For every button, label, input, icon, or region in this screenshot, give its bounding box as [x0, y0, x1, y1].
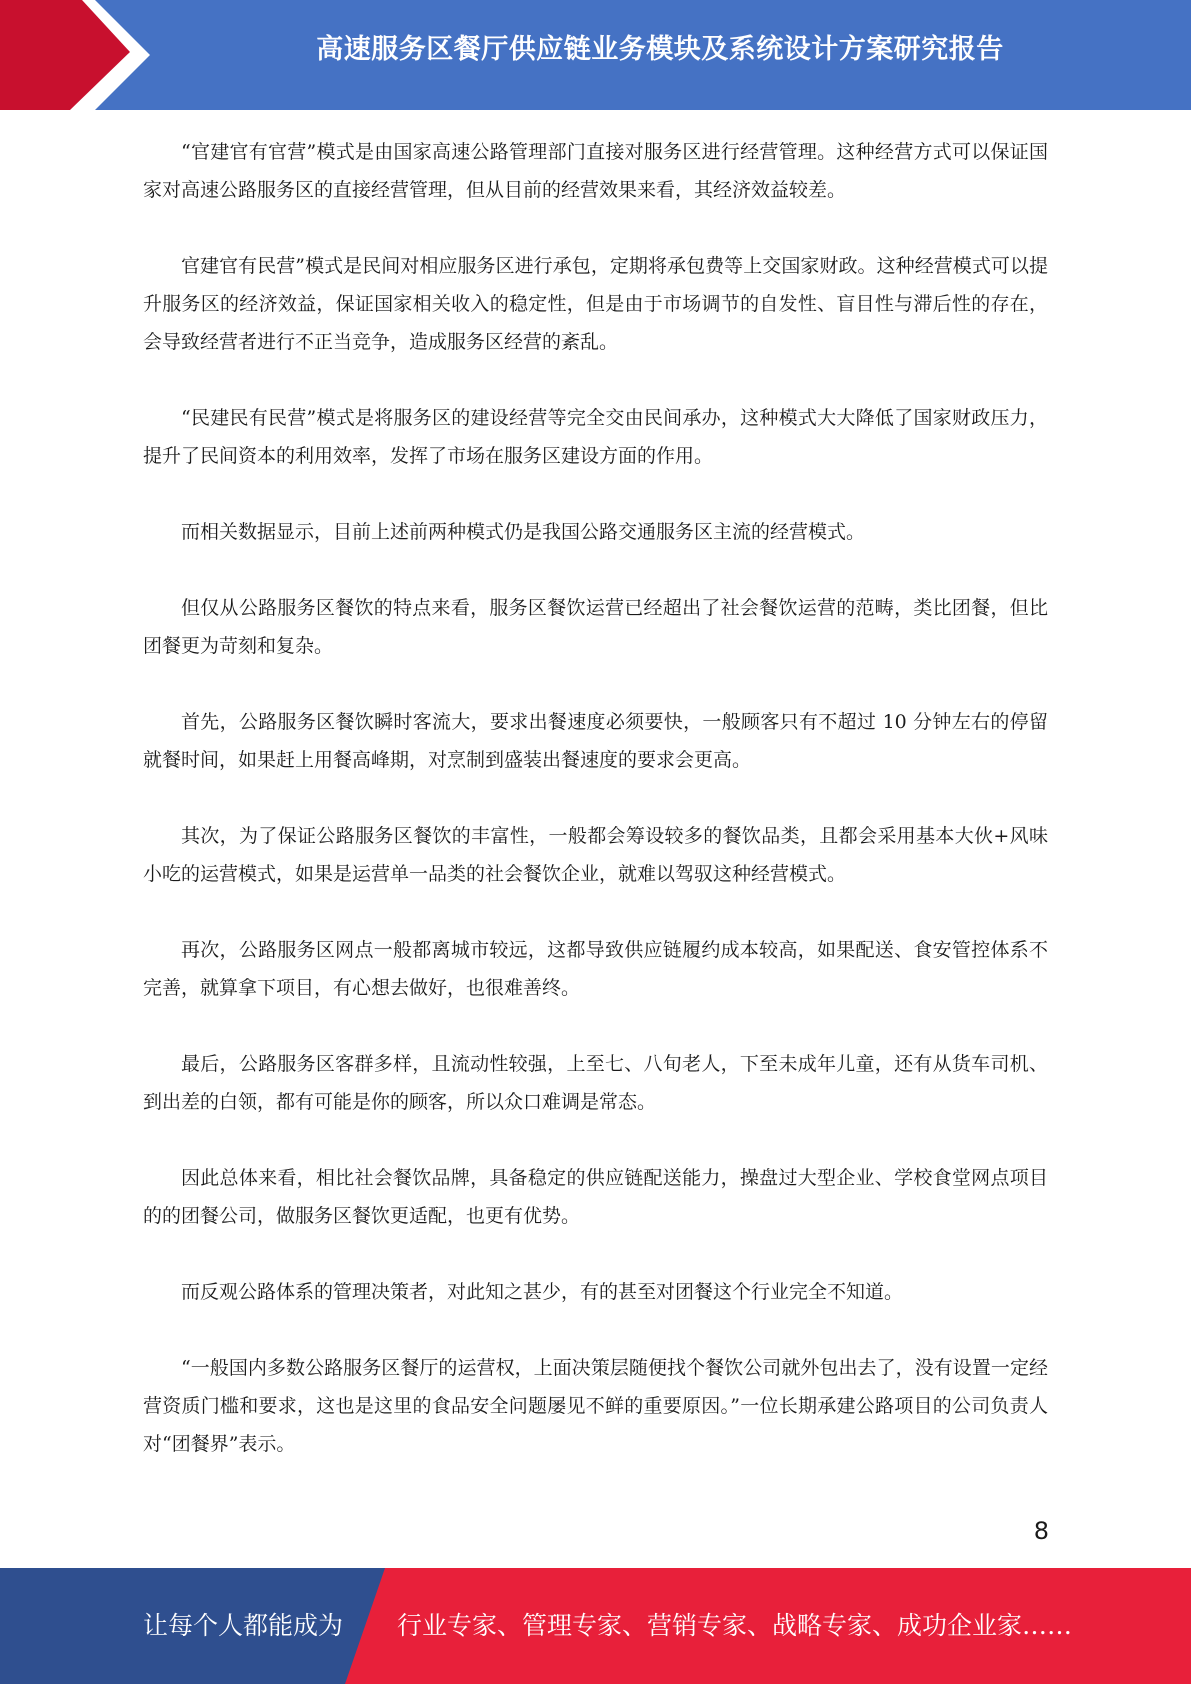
header-band — [0, 0, 1191, 110]
report-body — [143, 133, 1048, 1501]
paragraph: 首先，公路服务区餐饮瞬时客流大，要求出餐速度必须要快，一般顾客只有不超过 10 分钟左右的停留就餐时间，如果赶上用餐高峰期，对烹制到盛装出餐速度的要求会更高。 — [143, 711, 1048, 771]
paragraph: 再次，公路服务区网点一般都离城市较远，这都导致供应链履约成本较高，如果配送、食安管控体系不完善，就算拿下项目，有心想去做好，也很难善终。 — [143, 939, 1048, 999]
paragraph: 但仅从公路服务区餐饮的特点来看，服务区餐饮运营已经超出了社会餐饮运营的范畴，类比团餐，但比团餐更为苛刻和复杂。 — [143, 597, 1048, 657]
paragraph: 而反观公路体系的管理决策者，对此知之甚少，有的甚至对团餐这个行业完全不知道。 — [181, 1281, 904, 1303]
paragraph: “一般国内多数公路服务区餐厅的运营权，上面决策层随便找个餐饮公司就外包出去了，没有设置一定经营资质门槛和要求，这也是这里的食品安全问题屡见不鲜的重要原因。”一位长期承建公路项目的公司负责人对“团餐界”表示。 — [143, 1357, 1048, 1455]
paragraph: 其次，为了保证公路服务区餐饮的丰富性，一般都会筹设较多的餐饮品类，且都会采用基本大伙+风味小吃的运营模式，如果是运营单一品类的社会餐饮企业，就难以驾驭这种经营模式。 — [143, 825, 1048, 885]
paragraph: 而相关数据显示，目前上述前两种模式仍是我国公路交通服务区主流的经营模式。 — [181, 521, 866, 543]
paragraph: “民建民有民营”模式是将服务区的建设经营等完全交由民间承办，这种模式大大降低了国家财政压力，提升了民间资本的利用效率，发挥了市场在服务区建设方面的作用。 — [143, 407, 1048, 467]
footer-slogan-left: 让每个人都能成为 — [143, 1611, 344, 1640]
paragraph: 官建官有民营”模式是民间对相应服务区进行承包，定期将承包费等上交国家财政。这种经营模式可以提升服务区的经济效益，保证国家相关收入的稳定性，但是由于市场调节的自发性、盲目性与滞后性的存在，会导致经营者进行不正当竞争，造成服务区经营的紊乱。 — [143, 255, 1048, 353]
footer-slogan-right: 行业专家、管理专家、营销专家、战略专家、成功企业家…… — [397, 1611, 1073, 1640]
footer-band — [0, 1568, 1191, 1684]
paragraph: “官建官有官营”模式是由国家高速公路管理部门直接对服务区进行经营管理。这种经营方式可以保证国家对高速公路服务区的直接经营管理，但从目前的经营效果来看，其经济效益较差。 — [143, 141, 1048, 201]
header-red-chevron — [0, 0, 150, 110]
paragraph: 因此总体来看，相比社会餐饮品牌，具备稳定的供应链配送能力，操盘过大型企业、学校食堂网点项目的的团餐公司，做服务区餐饮更适配，也更有优势。 — [143, 1167, 1048, 1227]
paragraph: 最后，公路服务区客群多样，且流动性较强，上至七、八旬老人，下至未成年儿童，还有从货车司机、到出差的白领，都有可能是你的顾客，所以众口难调是常态。 — [143, 1053, 1048, 1113]
page-number: 8 — [1033, 1517, 1049, 1545]
document-title: 高速服务区餐厅供应链业务模块及系统设计方案研究报告 — [316, 34, 1004, 65]
